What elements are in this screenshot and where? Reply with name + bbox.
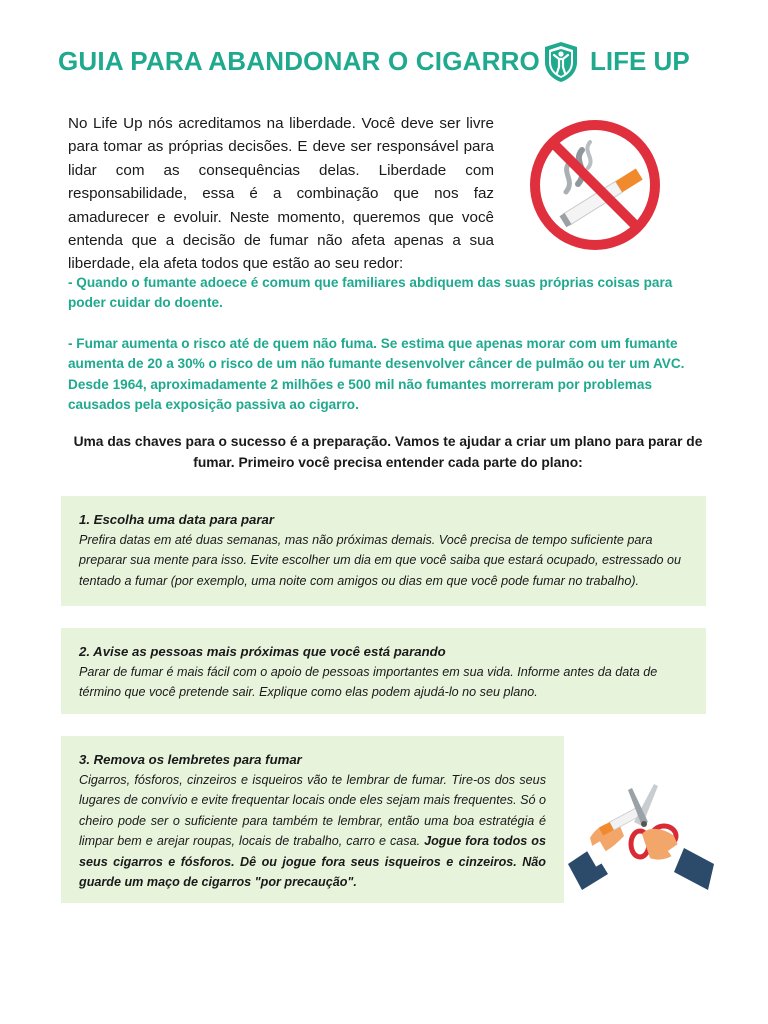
step-card-2: [61, 628, 706, 714]
step-title: 3. Remova os lembretes para fumar: [79, 752, 302, 767]
scissors-cutting-cigarette-icon: [568, 778, 714, 894]
bullet-family-care: - Quando o fumante adoece é comum que familiares abdiquem das suas próprias coisas para poder cuidar do doente.: [68, 275, 673, 311]
page-title: GUIA PARA ABANDONAR O CIGARRO: [58, 46, 540, 76]
step-body: [79, 770, 546, 893]
bullet-passive-smoking: - Fumar aumenta o risco até de quem não fuma. Se estima que apenas morar com um fumante aumenta de 20 a 30% o risco de um não fumante desenvolver câncer de pulmão ou ter um AVC. Desde 1964, aproximadamente 2 milhões e 500 mil não fumantes morreram por problemas causados pela exposição passiva ao cigarro.: [68, 336, 685, 413]
shield-person-icon: [542, 40, 580, 84]
step-body: Parar de fumar é mais fácil com o apoio de pessoas importantes em sua vida. Informe antes da data de término que você pretende sair. Explique como elas podem ajudá-lo no seu plano.: [79, 664, 658, 699]
brand-name: LIFE UP: [590, 46, 690, 76]
step-card-1: [61, 496, 706, 606]
step-title: 2. Avise as pessoas mais próximas que você está parando: [79, 644, 446, 659]
lead-paragraph: Uma das chaves para o sucesso é a preparação. Vamos te ajudar a criar um plano para parar de fumar. Primeiro você precisa entender cada parte do plano:: [73, 434, 703, 470]
step-body: Prefira datas em até duas semanas, mas não próximas demais. Você precisa de tempo suficiente para preparar sua mente para isso. Evite escolher um dia em que você saiba que estará ocupado, estressado ou tentado a fumar (por exemplo, uma noite com amigos ou dias em que você pode fumar no trabalho).: [79, 532, 682, 588]
step-title: 1. Escolha uma data para parar: [79, 512, 274, 527]
step-body-emphasis: Jogue fora todos os seus cigarros e fósforos. Dê ou jogue fora seus isqueiros e cinzeiros. Não guarde um maço de cigarros "por precaução".: [79, 834, 546, 889]
no-smoking-icon: [530, 112, 660, 258]
header: [58, 40, 708, 86]
step-card-3: [61, 736, 564, 903]
step-body-text: Cigarros, fósforos, cinzeiros e isqueiros vão te lembrar de fumar. Tire-os dos seus lugares de convívio e evite frequentar locais onde eles sejam mais frequentes. Só o cheiro pode ser o suficiente para também te lembrar, então uma boa estratégia é limpar bem e arejar roupas, locais de trabalho, carro e casa.: [79, 772, 546, 848]
intro-paragraph: No Life Up nós acreditamos na liberdade. Você deve ser livre para tomar as próprias decisões. E deve ser responsável para lidar com as consequências delas. Liberdade com responsabilidade, essa é a combinação que nos faz amadurecer e evoluir. Neste momento, queremos que você entenda que a decisão de fumar não afeta apenas a sua liberdade, ela afeta todos que estão ao seu redor:: [68, 115, 494, 273]
